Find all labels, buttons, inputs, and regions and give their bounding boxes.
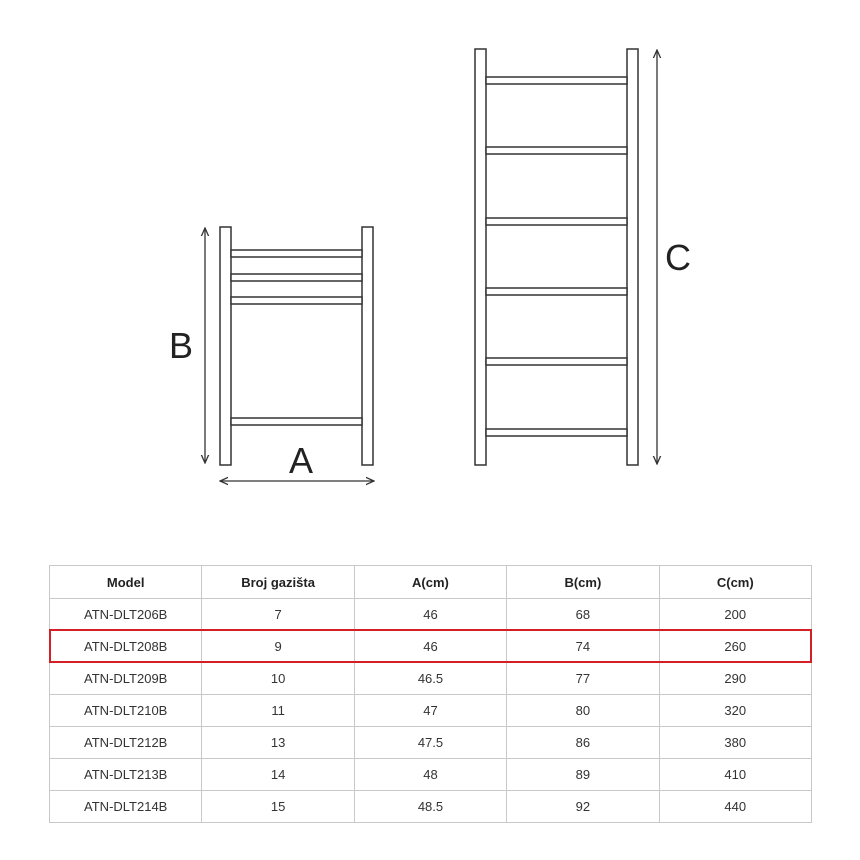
small-ladder-left-rail (220, 227, 231, 465)
cell-model: ATN-DLT213B (50, 759, 202, 791)
cell-b: 92 (507, 791, 659, 823)
small-ladder-figure (220, 227, 373, 465)
cell-steps: 10 (202, 663, 354, 695)
cell-steps: 14 (202, 759, 354, 791)
tall-ladder-rung (486, 218, 627, 225)
cell-model: ATN-DLT210B (50, 695, 202, 727)
cell-c: 260 (659, 631, 811, 663)
cell-model: ATN-DLT206B (50, 599, 202, 631)
header-c-cm: C(cm) (659, 566, 811, 599)
cell-b: 80 (507, 695, 659, 727)
cell-model: ATN-DLT209B (50, 663, 202, 695)
cell-b: 86 (507, 727, 659, 759)
cell-a: 48.5 (354, 791, 506, 823)
table-row-highlighted (50, 631, 812, 663)
small-ladder-rung (231, 250, 362, 257)
cell-b: 89 (507, 759, 659, 791)
table-row (50, 727, 812, 759)
small-ladder-rung (231, 274, 362, 281)
dimension-c-label: C (665, 237, 691, 278)
tall-ladder-rung (486, 147, 627, 154)
dimension-a-label: A (288, 440, 314, 481)
small-ladder-rung (231, 297, 362, 304)
tall-ladder-left-rail (475, 49, 486, 465)
cell-steps: 7 (202, 599, 354, 631)
cell-c: 200 (659, 599, 811, 631)
table-row (50, 791, 812, 823)
cell-steps: 11 (202, 695, 354, 727)
cell-a: 47 (354, 695, 506, 727)
cell-c: 290 (659, 663, 811, 695)
cell-c: 410 (659, 759, 811, 791)
cell-model: ATN-DLT214B (50, 791, 202, 823)
cell-model: ATN-DLT212B (50, 727, 202, 759)
specification-table-container (49, 565, 812, 823)
cell-a: 47.5 (354, 727, 506, 759)
tall-ladder-right-rail (627, 49, 638, 465)
cell-a: 48 (354, 759, 506, 791)
tall-ladder-rung (486, 288, 627, 295)
header-b-cm: B(cm) (507, 566, 659, 599)
cell-c: 440 (659, 791, 811, 823)
table-header-row (50, 566, 812, 599)
cell-steps: 13 (202, 727, 354, 759)
cell-a: 46 (354, 631, 506, 663)
header-a-cm: A(cm) (354, 566, 506, 599)
cell-model: ATN-DLT208B (50, 631, 202, 663)
cell-b: 77 (507, 663, 659, 695)
header-step-count: Broj gazišta (202, 566, 354, 599)
dimension-b-label: B (168, 325, 194, 366)
table-row (50, 695, 812, 727)
cell-b: 68 (507, 599, 659, 631)
table-row (50, 663, 812, 695)
cell-c: 380 (659, 727, 811, 759)
specification-table (49, 565, 812, 823)
cell-steps: 15 (202, 791, 354, 823)
cell-b: 74 (507, 631, 659, 663)
cell-a: 46 (354, 599, 506, 631)
small-ladder-rung (231, 418, 362, 425)
table-row (50, 599, 812, 631)
tall-ladder-rung (486, 358, 627, 365)
tall-ladder-rung (486, 429, 627, 436)
header-model: Model (50, 566, 202, 599)
cell-c: 320 (659, 695, 811, 727)
tall-ladder-rung (486, 77, 627, 84)
cell-a: 46.5 (354, 663, 506, 695)
tall-ladder-figure (475, 49, 638, 465)
small-ladder-right-rail (362, 227, 373, 465)
table-row (50, 759, 812, 791)
cell-steps: 9 (202, 631, 354, 663)
